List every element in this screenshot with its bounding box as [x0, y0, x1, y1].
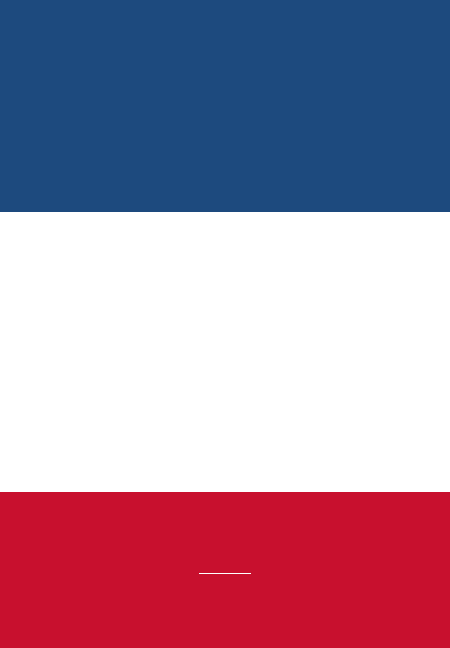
imprint-band [0, 492, 450, 648]
book-title-band [0, 212, 450, 492]
imprint-divider [199, 573, 251, 574]
series-header-band [0, 0, 450, 212]
